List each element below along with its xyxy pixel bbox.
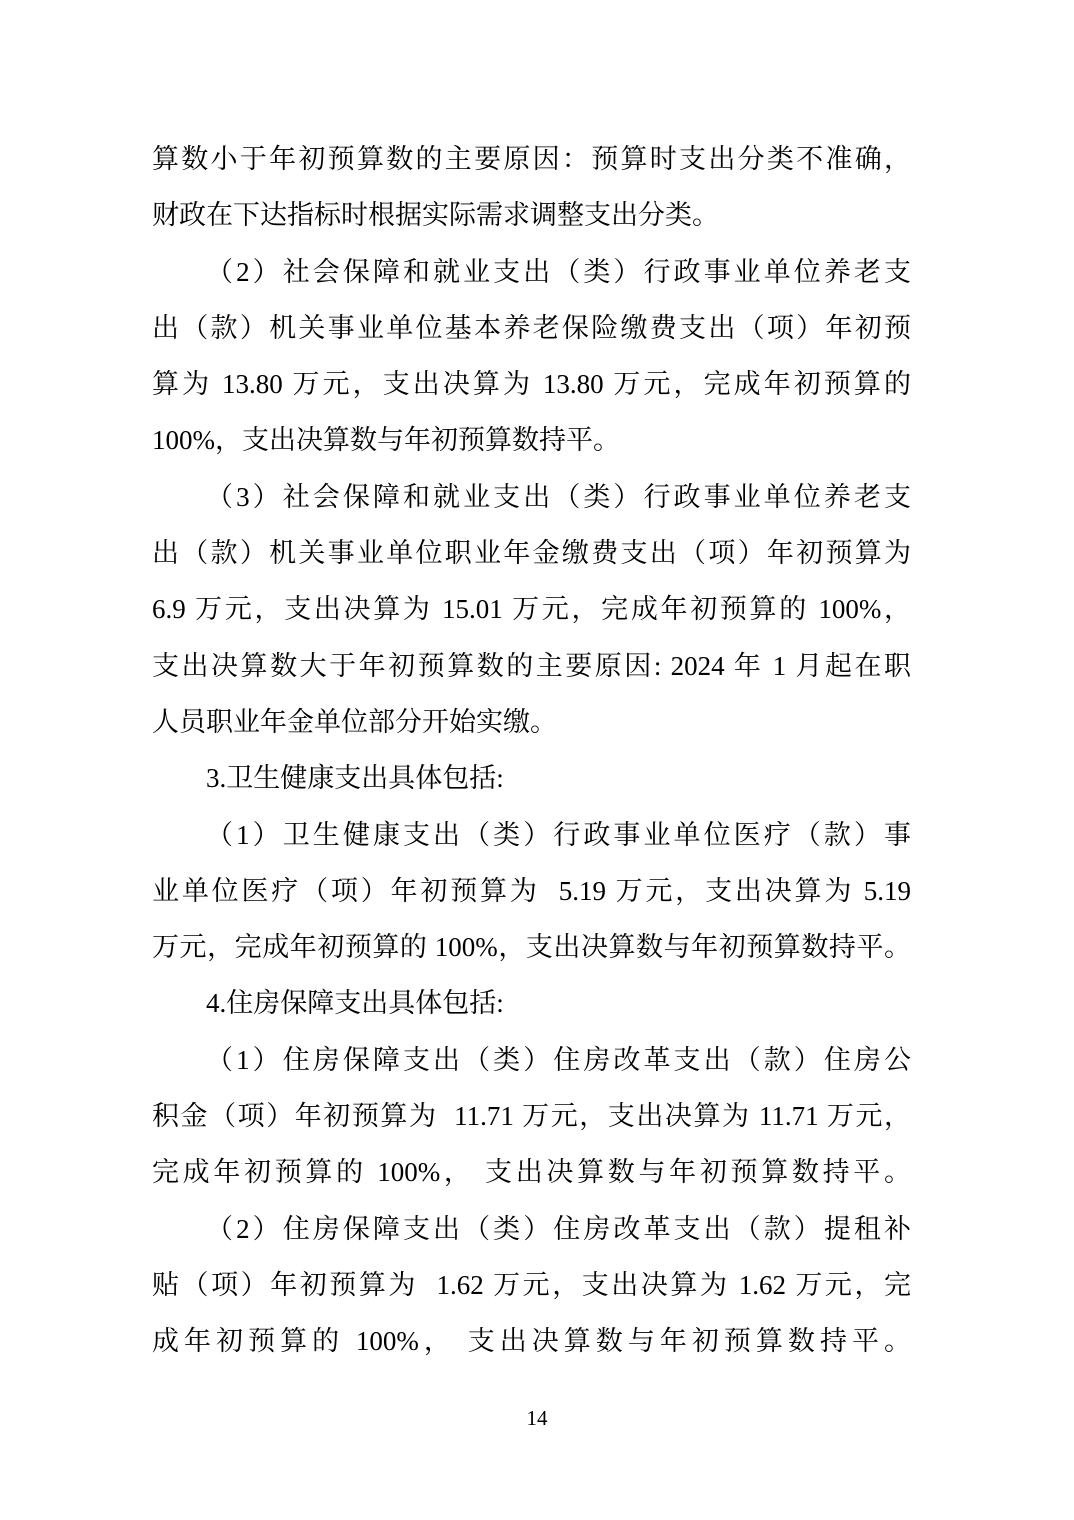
text-line: 算数小于年初预算数的主要原因：预算时支出分类不准确， bbox=[152, 144, 911, 174]
text-line: 人员职业年金单位部分开始实缴。 bbox=[152, 706, 557, 737]
text-line: 业单位医疗（项）年初预算为 5.19 万元，支出决算为 5.19 bbox=[152, 875, 911, 906]
text-line: 完成年初预算的 100%， 支出决算数与年初预算数持平。 bbox=[152, 1157, 911, 1188]
text-line: 财政在下达指标时根据实际需求调整支出分类。 bbox=[152, 200, 719, 231]
text-line: （1）住房保障支出（类）住房改革支出（款）住房公 bbox=[206, 1044, 911, 1075]
text-line: 成年初预算的 100%， 支出决算数与年初预算数持平。 bbox=[152, 1326, 911, 1357]
document-body bbox=[152, 131, 911, 1370]
text-line: 出（款）机关事业单位基本养老保险缴费支出（项）年初预 bbox=[152, 312, 911, 343]
page-footer bbox=[0, 1404, 1074, 1432]
text-line: （2）社会保障和就业支出（类）行政事业单位养老支 bbox=[206, 256, 911, 287]
text-line: （1）卫生健康支出（类）行政事业单位医疗（款）事 bbox=[206, 819, 911, 850]
text-line: 贴（项）年初预算为 1.62 万元，支出决算为 1.62 万元，完 bbox=[152, 1269, 911, 1300]
text-line: （3）社会保障和就业支出（类）行政事业单位养老支 bbox=[206, 481, 911, 512]
text-line: 万元，完成年初预算的 100%，支出决算数与年初预算数持平。 bbox=[152, 932, 911, 963]
text-line: 100%，支出决算数与年初预算数持平。 bbox=[152, 425, 620, 456]
text-line: 积金（项）年初预算为 11.71 万元，支出决算为 11.71 万元， bbox=[152, 1101, 911, 1132]
text-line: 3.卫生健康支出具体包括: bbox=[206, 763, 504, 794]
text-line: 出（款）机关事业单位职业年金缴费支出（项）年初预算为 bbox=[152, 538, 911, 569]
text-line: （2）住房保障支出（类）住房改革支出（款）提租补 bbox=[206, 1213, 911, 1244]
text-line: 算为 13.80 万元，支出决算为 13.80 万元，完成年初预算的 bbox=[152, 369, 911, 400]
page-number: 14 bbox=[526, 1406, 548, 1430]
text-line: 6.9 万元，支出决算为 15.01 万元，完成年初预算的 100%， bbox=[152, 594, 911, 625]
text-line: 支出决算数大于年初预算数的主要原因: 2024 年 1 月起在职 bbox=[152, 650, 911, 681]
text-line: 4.住房保障支出具体包括: bbox=[206, 988, 504, 1019]
